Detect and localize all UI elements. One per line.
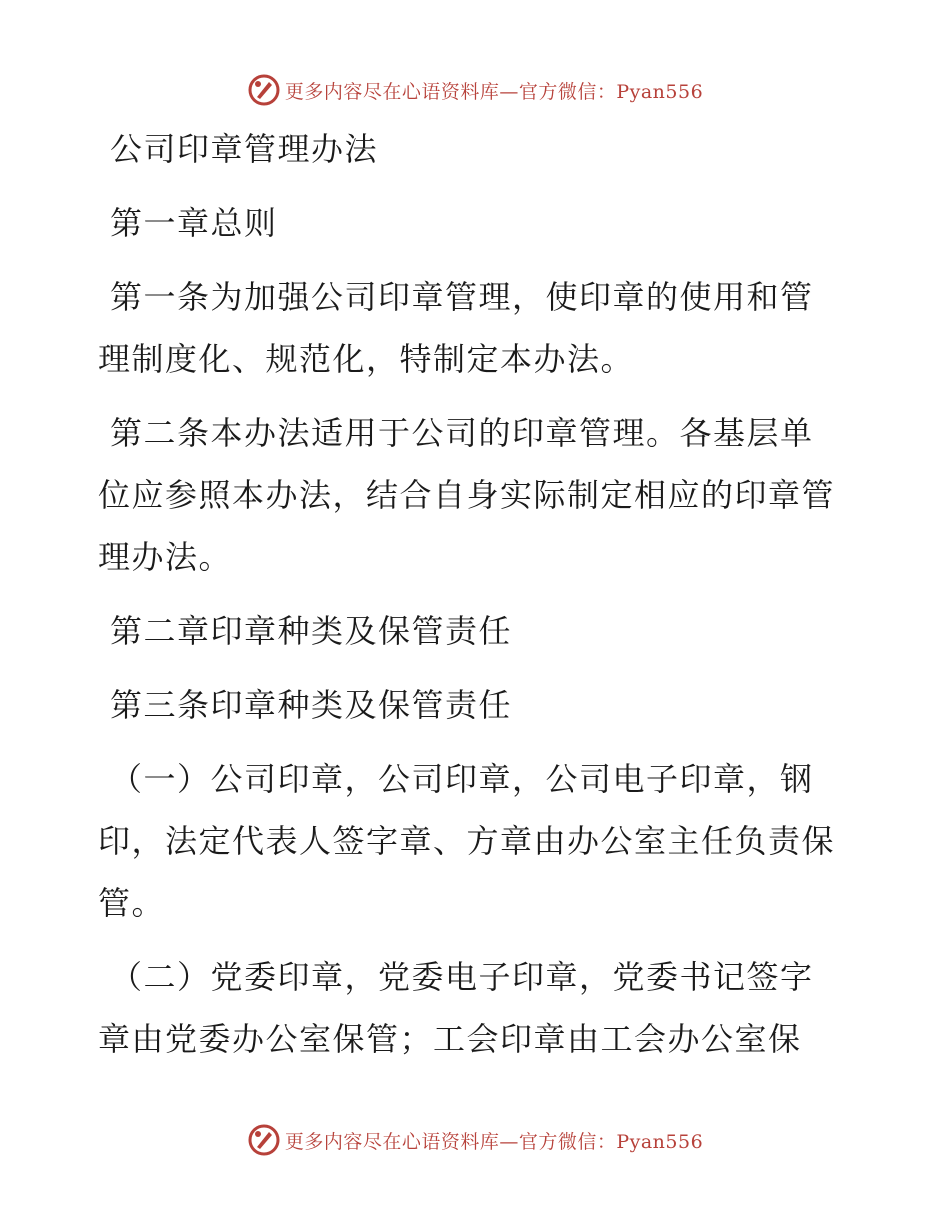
- article-paragraph: [98, 266, 858, 390]
- text-line: 第三条印章种类及保管责任: [110, 686, 513, 724]
- footer-watermark-banner: [0, 1120, 950, 1160]
- document-body: [98, 118, 858, 1070]
- chapter-heading: [98, 600, 858, 662]
- text-line: 理制度化、规范化，特制定本办法。: [98, 340, 635, 378]
- chapter-heading: [98, 192, 858, 254]
- text-line: 位应参照本办法，结合自身实际制定相应的印章管: [98, 476, 836, 514]
- header-watermark-banner: [0, 70, 950, 110]
- list-item: [98, 748, 858, 934]
- text-line: 第二条本办法适用于公司的印章管理。各基层单: [110, 414, 814, 452]
- text-line: 理办法。: [98, 538, 233, 576]
- watermark-text: 更多内容尽在心语资料库—官方微信：Pyan556: [284, 80, 704, 103]
- text-line: 章由党委办公室保管；工会印章由工会办公室保: [98, 1020, 802, 1058]
- text-line: 印，法定代表人签字章、方章由办公室主任负责保: [98, 822, 836, 860]
- text-line: 管。: [98, 884, 166, 922]
- article-paragraph: [98, 402, 858, 588]
- brand-logo-icon: [247, 73, 281, 107]
- text-line: 公司印章管理办法: [110, 130, 379, 168]
- document-title: [98, 118, 858, 180]
- article-paragraph: [98, 674, 858, 736]
- text-line: 第二章印章种类及保管责任: [110, 612, 513, 650]
- list-item: [98, 946, 858, 1070]
- text-line: （二）党委印章，党委电子印章，党委书记签字: [110, 958, 814, 996]
- text-line: 第一条为加强公司印章管理，使印章的使用和管: [110, 278, 814, 316]
- brand-logo-icon: [247, 1123, 281, 1157]
- text-line: （一）公司印章，公司印章，公司电子印章，钢: [110, 760, 814, 798]
- text-line: 第一章总则: [110, 204, 278, 242]
- watermark-text: 更多内容尽在心语资料库—官方微信：Pyan556: [284, 1130, 704, 1153]
